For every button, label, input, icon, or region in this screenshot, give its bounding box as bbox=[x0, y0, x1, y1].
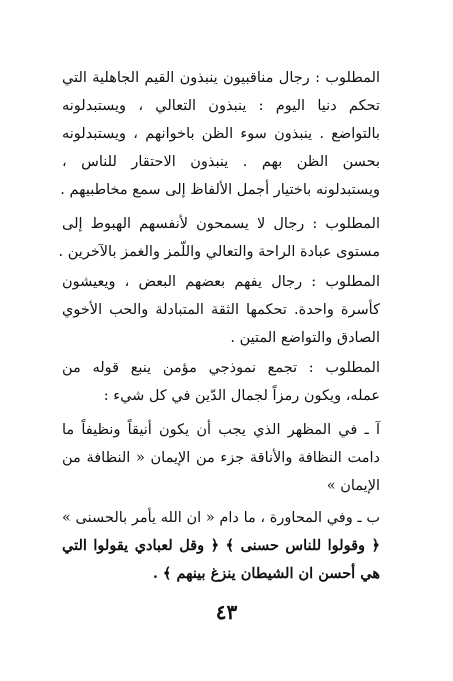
text-line: ب ـ وفي المحاورة ، ما دام « ان الله يأمر بالحسنى » bbox=[62, 510, 380, 526]
text-line: عمله، ويكون رمزاً لجمال الدّين في كل شيء : bbox=[103, 388, 380, 404]
text-line: ويستبدلونه باختيار أجمل الألفاظ إلى سمع مخاطبيهم . bbox=[60, 182, 380, 198]
text-line: المطلوب : رجال مناقبيون ينبذون القيم الجاهلية التي bbox=[62, 70, 380, 86]
text-line: تحكم دنيا اليوم : ينبذون التعالي ، ويستبدلونه bbox=[62, 98, 380, 114]
page-number: ٤٣ bbox=[215, 600, 238, 624]
text-line: الإيمان » bbox=[326, 478, 380, 494]
text-line: آ ـ في المظهر الذي يجب أن يكون أنيقاً ونظيفاً ما bbox=[62, 422, 380, 438]
text-line: كأسرة واحدة. تحكمها الثقة المتبادلة والحب الأخوي bbox=[62, 302, 380, 318]
text-line: بحسن الظن بهم . ينبذون الاحتقار للناس ، bbox=[62, 154, 380, 170]
text-line: المطلوب : تجمع نموذجي مؤمن ينبع قوله من bbox=[62, 360, 380, 376]
text-line: دامت النظافة والأناقة جزء من الإيمان « النظافة من bbox=[62, 450, 380, 466]
text-line: المطلوب : رجال لا يسمحون لأنفسهم الهبوط إلى bbox=[62, 216, 380, 232]
text-line: الصادق والتواضع المتين . bbox=[230, 330, 380, 346]
quran-verse-line: ﴿ وقولوا للناس حسنى ﴾ ﴿ وقل لعبادي يقولوا التي bbox=[62, 537, 380, 554]
quran-verse-line: هي أحسن ان الشيطان ينزغ بينهم ﴾ . bbox=[152, 565, 380, 582]
text-line: بالتواضع . ينبذون سوء الظن باخوانهم ، ويستبدلونه bbox=[62, 126, 380, 142]
text-line: مستوى عبادة الراحة والتعالي واللّمز والغمز بالآخرين . bbox=[58, 244, 380, 260]
text-line: المطلوب : رجال يفهم بعضهم البعض ، ويعيشون bbox=[62, 274, 380, 290]
